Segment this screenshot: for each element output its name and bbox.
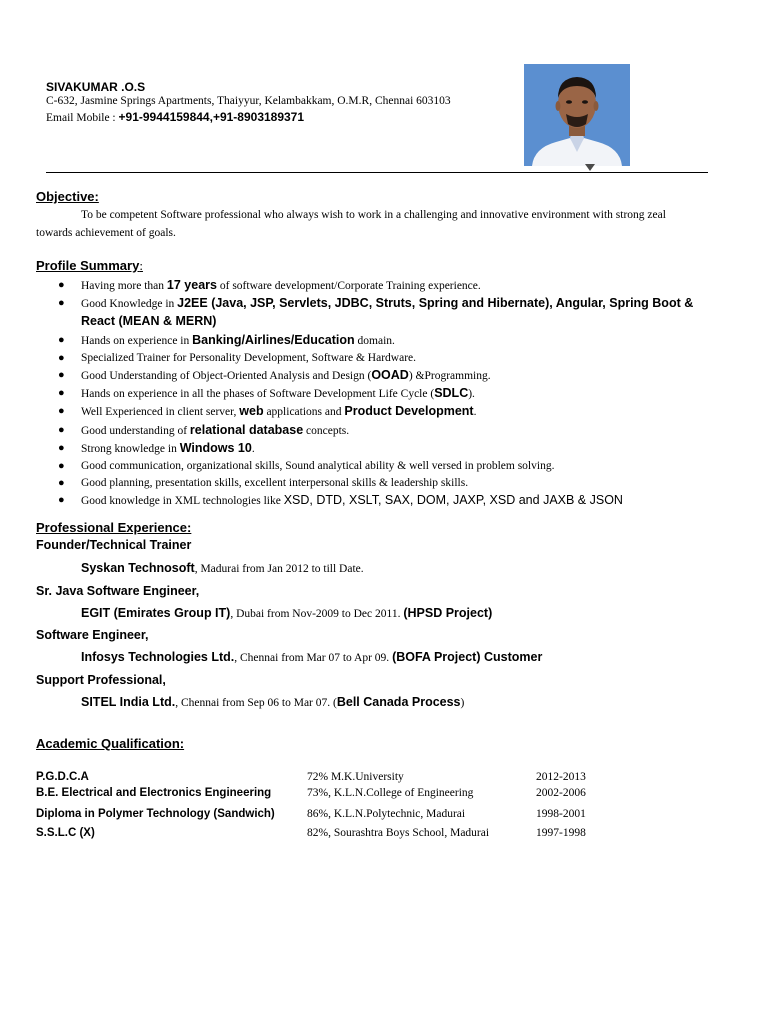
experience-company-line: [81, 650, 542, 664]
project-name: (BOFA Project) Customer: [392, 650, 543, 664]
summary-text: Good communication, organizational skills, Sound analytical ability & well versed in problem solving.: [81, 460, 555, 473]
summary-bullet-item: [58, 277, 708, 295]
bullet-icon: ●: [58, 494, 65, 507]
summary-text: .: [251, 442, 255, 455]
bullet-icon: ●: [58, 297, 65, 310]
summary-text: Specialized Trainer for Personality Development, Software & Hardware.: [81, 351, 416, 364]
academic-row: [36, 771, 636, 787]
study-years: 2012-2013: [536, 771, 586, 783]
summary-bullet-item: [58, 458, 708, 475]
study-years: 1997-1998: [536, 827, 586, 839]
summary-text: Well Experienced in client server,: [81, 406, 240, 419]
summary-text: Good planning, presentation skills, excellent interpersonal skills & leadership skills.: [81, 477, 469, 490]
summary-highlight: Banking/Airlines/Education: [192, 332, 355, 347]
bullet-icon: ●: [58, 333, 65, 346]
summary-text: Good knowledge in XML technologies like: [81, 495, 284, 508]
candidate-name: SIVAKUMAR .O.S: [46, 80, 146, 94]
study-years: 1998-2001: [536, 808, 586, 820]
summary-bullet-item: [58, 332, 708, 350]
institution-name: 73%, K.L.N.College of Engineering: [307, 787, 474, 799]
contact-line: [46, 110, 304, 124]
experience-role: Support Professional,: [36, 673, 166, 687]
phone-numbers: +91-9944159844,+91-8903189371: [118, 110, 305, 124]
summary-highlight: Product Development: [344, 404, 474, 419]
summary-highlight: web: [239, 404, 264, 419]
summary-text: concepts.: [303, 424, 350, 437]
experience-role: Sr. Java Software Engineer,: [36, 584, 200, 598]
summary-bullet-item: [58, 385, 708, 403]
summary-highlight: J2EE (Java, JSP, Servlets, JDBC, Struts, Spring and Hibernate), Angular, Spring Boot & React (MEAN & MERN): [81, 296, 694, 329]
person-photo-graphic: [524, 64, 630, 166]
degree-name: P.G.D.C.A: [36, 771, 89, 783]
experience-company-line: [81, 561, 364, 575]
bullet-icon: ●: [58, 351, 65, 364]
summary-text: Having more than: [81, 280, 167, 292]
degree-name: B.E. Electrical and Electronics Engineering: [36, 787, 272, 799]
bullet-icon: ●: [58, 423, 65, 436]
summary-bullet-item: [58, 295, 708, 331]
project-name: Bell Canada Process: [336, 695, 461, 709]
experience-role: Founder/Technical Trainer: [36, 538, 192, 552]
company-details: , Madurai from Jan 2012 to till Date.: [194, 563, 364, 575]
summary-text: Strong knowledge in: [81, 442, 180, 455]
summary-highlight: XSD, DTD, XSLT, SAX, DOM, JAXP, XSD and JAXB & JSON: [283, 493, 623, 508]
summary-text: Good Understanding of Object-Oriented Analysis and Design (: [81, 370, 372, 383]
experience-heading: Professional Experience:: [36, 520, 192, 535]
profile-summary-title: Profile Summary: [36, 258, 140, 273]
experience-role: Software Engineer,: [36, 628, 149, 642]
summary-text: Good Knowledge in: [81, 298, 178, 311]
profile-summary-colon: :: [139, 258, 143, 273]
company-details: , Chennai from Mar 07 to Apr 09.: [234, 652, 393, 664]
summary-bullet-item: [58, 475, 708, 492]
institution-name: 82%, Sourashtra Boys School, Madurai: [307, 827, 490, 839]
company-name: EGIT (Emirates Group IT): [81, 606, 231, 620]
contact-label: Email Mobile :: [46, 112, 119, 124]
summary-highlight: SDLC: [434, 386, 469, 401]
bullet-icon: ●: [58, 460, 65, 473]
bullet-icon: ●: [58, 387, 65, 400]
summary-text: of software development/Corporate Training experience.: [216, 280, 481, 292]
summary-highlight: OOAD: [371, 368, 409, 383]
company-name: SITEL India Ltd.: [81, 695, 176, 709]
bullet-icon: ●: [58, 441, 65, 454]
person-photo-icon: [524, 64, 630, 166]
summary-bullet-item: [58, 350, 708, 367]
summary-bullet-item: [58, 367, 708, 385]
objective-heading: Objective:: [36, 189, 99, 204]
summary-text: Good understanding of: [81, 424, 190, 437]
company-name: Syskan Technosoft: [81, 561, 195, 575]
study-years: 2002-2006: [536, 787, 586, 799]
summary-text: Hands on experience in: [81, 334, 193, 347]
summary-bullet-item: [58, 422, 708, 440]
institution-name: 72% M.K.University: [307, 771, 404, 783]
summary-bullet-item: [58, 440, 708, 458]
profile-summary-list: [58, 277, 708, 511]
summary-bullet-item: [58, 403, 708, 421]
company-name: Infosys Technologies Ltd.: [81, 650, 235, 664]
institution-name: 86%, K.L.N.Polytechnic, Madurai: [307, 808, 466, 820]
summary-highlight: 17 years: [166, 278, 217, 292]
summary-text: domain.: [354, 334, 395, 347]
experience-company-line: [81, 606, 492, 620]
academic-row: [36, 827, 636, 843]
summary-text: .: [473, 406, 477, 419]
address-line: C-632, Jasmine Springs Apartments, Thaiyyur, Kelambakkam, O.M.R, Chennai 603103: [46, 95, 451, 107]
photo-pointer-icon: [585, 164, 595, 171]
summary-highlight: Windows 10: [179, 440, 252, 455]
project-name: (HPSD Project): [403, 606, 493, 620]
bullet-icon: ●: [58, 405, 65, 418]
academic-row: [36, 808, 636, 824]
experience-company-line: [81, 695, 464, 709]
summary-text: Hands on experience in all the phases of Software Development Life Cycle (: [81, 388, 435, 401]
bullet-icon: ●: [58, 279, 65, 291]
profile-summary-heading: [36, 258, 143, 274]
summary-bullet-item: [58, 492, 708, 510]
summary-highlight: relational database: [189, 422, 304, 437]
company-details-end: ): [460, 697, 465, 709]
company-details: , Chennai from Sep 06 to Mar 07. (: [175, 697, 337, 709]
bullet-icon: ●: [58, 477, 65, 490]
summary-text: applications and: [263, 406, 345, 419]
company-details: , Dubai from Nov-2009 to Dec 2011.: [230, 608, 404, 620]
degree-name: S.S.L.C (X): [36, 827, 95, 839]
degree-name: Diploma in Polymer Technology (Sandwich): [36, 808, 275, 820]
summary-text: ) &Programming.: [408, 370, 491, 383]
header-divider: [46, 172, 708, 173]
academics-heading: Academic Qualification:: [36, 736, 185, 751]
objective-text: To be competent Software professional who always wish to work in a challenging and innovative environment with strong zeal towards achievement of goals.: [36, 209, 666, 239]
summary-text: ).: [468, 388, 475, 401]
academic-row: [36, 787, 636, 803]
bullet-icon: ●: [58, 369, 65, 382]
